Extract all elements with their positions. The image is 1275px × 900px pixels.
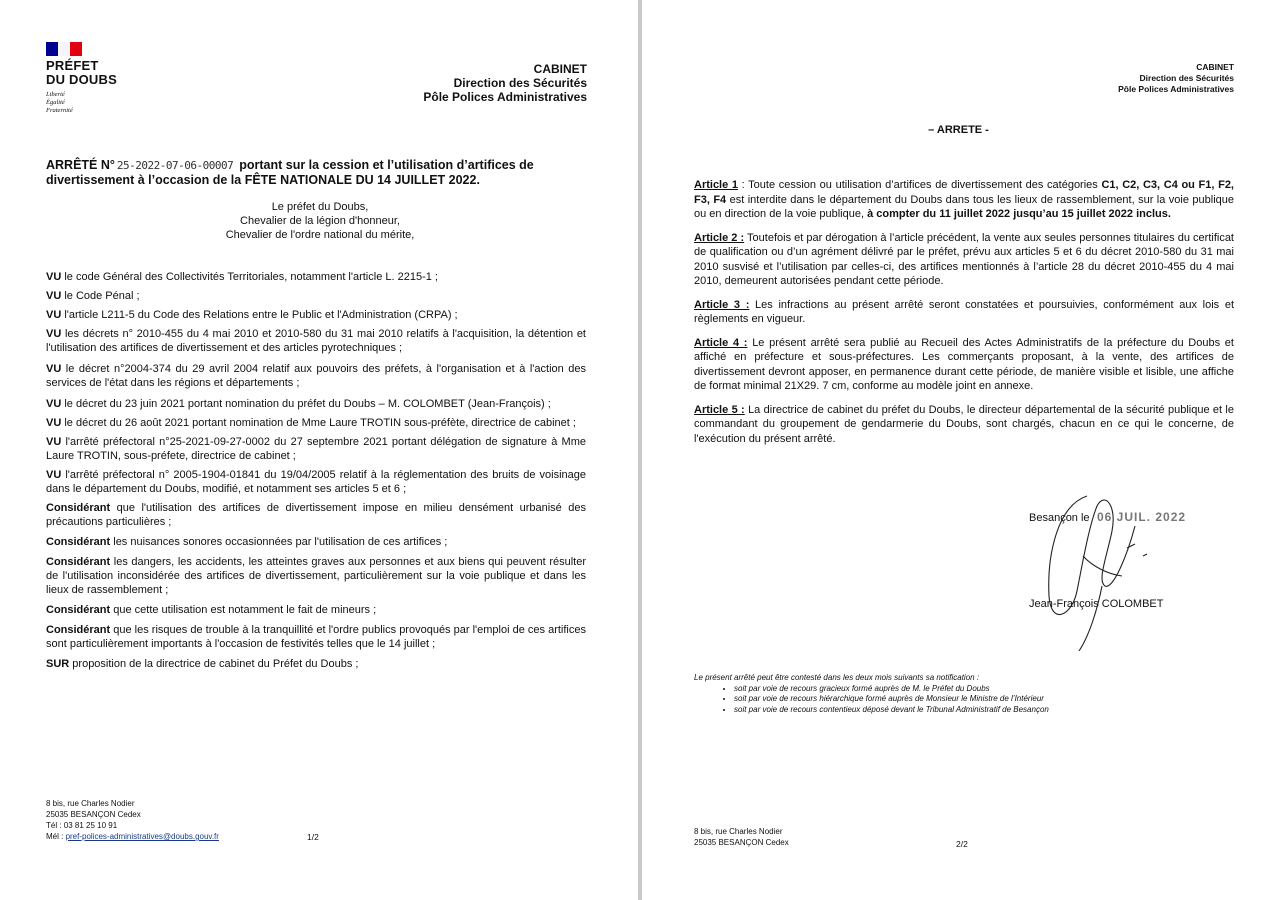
item-text: le décret n°2004-374 du 29 avril 2004 relatif aux pouvoirs des préfets, à l'organisation et à l'action des services de l'état dans les régions et départements ; <box>46 363 586 389</box>
list-item: • soit par voie de recours hiérarchique formé auprès de Monsieur le Ministre de l’Intérieur <box>734 694 1254 705</box>
item-keyword: VU <box>46 469 62 481</box>
recourse-notice <box>694 673 1254 715</box>
signatory-name: Jean-François COLOMBET <box>1029 598 1164 610</box>
item-text: les décrets n° 2010-455 du 4 mai 2010 et 2010-580 du 31 mai 2010 relatifs à l'acquisition, la détention et l'utilisation des artifices de divertissement et des articles pyrotechniques ; <box>46 328 586 354</box>
article-text: La directrice de cabinet du préfet du Doubs, le directeur départemental de la sécurité publique et le commandant du groupement de gendarmerie du Doubs, sont chargés, chacun en ce qui le concerne, de l'exécution du présent arrêté. <box>694 403 1234 445</box>
arrete-heading: – ARRETE - <box>928 124 989 136</box>
prefet-titles <box>200 200 440 242</box>
item-text: le Code Pénal ; <box>61 290 140 302</box>
footer-address-1: 8 bis, rue Charles Nodier <box>694 827 783 836</box>
prefet-logo <box>46 42 166 115</box>
list-item <box>46 657 586 671</box>
item-keyword: VU <box>46 417 62 429</box>
prefet-line-1: Le préfet du Doubs, <box>271 201 369 213</box>
item-text: l'arrêté préfectoral n° 2005-1904-01841 du 19/04/2005 relatif à la réglementation des bruits de voisinage dans le département du Doubs, modifié, et notamment ses articles 5 et 6 ; <box>46 469 586 495</box>
prefet-line-2: Chevalier de la légion d'honneur, <box>240 215 400 227</box>
prefet-line-3: Chevalier de l'ordre national du mérite, <box>225 229 415 241</box>
recourse-list <box>694 684 1254 716</box>
service-header <box>1118 62 1234 95</box>
page-number: 2/2 <box>956 839 968 849</box>
header-line-1: CABINET <box>1196 62 1234 72</box>
article-text: est interdite dans le département du Doubs dans tous les lieux de rassemblement, sur la voie publique ou en direction de la voie publique, <box>694 193 1234 220</box>
article-text: Toutefois et par dérogation à l’article précédent, la vente aux seules personnes titulaires du certificat de qualification ou d’un agrément délivré par le préfet, prévu aux articles 5 et 6 du décret 2010-580 du 31 mai 2010 susvisé et l’utilisation par celles-ci, des artifices mentionnés à l’article 28 du décret 2010-455 du 4 mai 2010, demeurent autorisées pendant cette période. <box>694 231 1234 287</box>
signature-block <box>1017 486 1237 651</box>
recourse-intro: Le présent arrêté peut être contesté dans les deux mois suivants sa notification : <box>694 673 980 682</box>
list-item <box>46 308 586 322</box>
arrete-title <box>46 158 586 188</box>
article-label: Article 1 <box>694 179 739 191</box>
article-label: Article 3 : <box>694 298 750 311</box>
page-footer <box>694 826 789 848</box>
item-text: le décret du 23 juin 2021 portant nomination du préfet du Doubs – M. COLOMBET (Jean-François) ; <box>61 398 551 410</box>
item-keyword: VU <box>46 290 62 302</box>
item-text: que cette utilisation est notamment le fait de mineurs ; <box>110 604 377 616</box>
article-text: Les infractions au présent arrêté seront constatées et poursuivies, conformément aux lois et règlements en vigueur. <box>694 298 1235 325</box>
item-keyword: Considérant <box>46 536 111 548</box>
article-2 <box>694 231 1234 289</box>
item-text: l'article L211-5 du Code des Relations entre le Public et l'Administration (CRPA) ; <box>61 309 458 321</box>
item-text: le décret du 26 août 2021 portant nomination de Mme Laure TROTIN sous-préfète, directrice de cabinet ; <box>61 417 576 429</box>
article-text: : Toute cession ou utilisation d’artifices de divertissement des catégories <box>738 179 1102 191</box>
list-item <box>46 416 586 430</box>
item-keyword: VU <box>46 271 62 283</box>
item-keyword: VU <box>46 436 62 448</box>
header-line-2: Direction des Sécurités <box>453 76 587 90</box>
article-3 <box>694 298 1234 327</box>
handwritten-signature-icon <box>1017 486 1237 651</box>
list-item <box>46 362 586 390</box>
article-bold-text: C1, C2, C3, C4 ou F1, F2, F3, F4 <box>694 179 1234 206</box>
motto-line-3: Fraternité <box>46 107 73 114</box>
item-text: que les risques de trouble à la tranquillité et l'ordre publics provoqués par l'emploi de ces artifices sont particulièrement importants à l'occasion de festivités telles que le 14 juillet ; <box>46 624 586 650</box>
motto-line-1: Liberté <box>46 91 65 98</box>
date-stamp: 06 JUIL. 2022 <box>1097 510 1187 524</box>
list-item <box>46 535 586 549</box>
logo-line-2: DU DOUBS <box>46 72 117 87</box>
french-flag-icon <box>46 42 82 56</box>
item-keyword: SUR <box>46 658 70 670</box>
article-4 <box>694 336 1234 394</box>
item-keyword: VU <box>46 363 62 375</box>
footer-address-1: 8 bis, rue Charles Nodier <box>46 799 135 808</box>
item-keyword: Considérant <box>46 502 111 514</box>
footer-tel: Tél : 03 81 25 10 91 <box>46 821 118 830</box>
list-item: • soit par voie de recours contentieux déposé devant le Tribunal Administratif de Besançon <box>734 705 1254 716</box>
list-item <box>46 623 586 651</box>
item-keyword: VU <box>46 309 62 321</box>
list-item: • soit par voie de recours gracieux formé auprès de M. le Préfet du Doubs <box>734 684 1254 695</box>
article-label: Article 4 : <box>694 336 748 349</box>
article-label: Article 2 : <box>694 231 745 244</box>
article-label: Article 5 : <box>694 403 745 416</box>
document-page-2 <box>642 0 1275 900</box>
logo-line-1: PRÉFET <box>46 58 99 73</box>
mel-label: Mél : <box>46 832 66 841</box>
footer-mel <box>46 831 219 842</box>
item-text: que l'utilisation des artifices de divertissement impose en milieu densément urbanisé des précautions particulières ; <box>46 502 586 528</box>
header-line-1: CABINET <box>533 62 587 76</box>
list-item <box>46 270 586 284</box>
list-item <box>46 289 586 303</box>
page-footer <box>46 798 219 842</box>
list-item <box>46 468 586 496</box>
footer-address-2: 25035 BESANÇON Cedex <box>694 838 789 847</box>
item-keyword: Considérant <box>46 556 111 568</box>
item-text: l'arrêté préfectoral n°25-2021-09-27-0002 du 27 septembre 2021 portant délégation de signature à Mme Laure TROTIN, sous-préfete, directrice de cabinet ; <box>46 436 586 462</box>
item-text: proposition de la directrice de cabinet du Préfet du Doubs ; <box>69 658 359 670</box>
email-domain[interactable]: @doubs.gouv.fr <box>162 832 219 841</box>
item-keyword: Considérant <box>46 604 111 616</box>
article-5 <box>694 403 1234 447</box>
page-number: 1/2 <box>307 832 319 842</box>
signature-place: Besançon le <box>1029 512 1090 524</box>
list-item <box>46 555 586 597</box>
header-line-3: Pôle Polices Administratives <box>1118 84 1234 94</box>
article-1 <box>694 178 1234 222</box>
item-text: le code Général des Collectivités Territoriales, notamment l'article L. 2215-1 ; <box>61 271 438 283</box>
list-item <box>46 603 586 617</box>
footer-address-2: 25035 BESANÇON Cedex <box>46 810 141 819</box>
service-header <box>423 62 587 104</box>
list-item <box>46 501 586 529</box>
articles <box>694 178 1234 455</box>
title-prefix: ARRÊTÉ N° <box>46 158 115 172</box>
motto <box>46 91 166 115</box>
item-text: les dangers, les accidents, les atteintes graves aux personnes et aux biens qui peuvent résulter de l'utilisation inconsidérée des artifices de divertissement, particulièrement sur la voie publique et dans les lieux de rassemblement ; <box>46 556 586 596</box>
article-bold-text: à compter du 11 juillet 2022 jusqu’au 15 juillet 2022 inclus. <box>867 208 1171 220</box>
list-item <box>46 327 586 355</box>
item-keyword: VU <box>46 328 62 340</box>
title-text: portant sur la cession et l’utilisation d’artifices de divertissement à l’occasion de la FÊTE NATIONALE DU 14 JUILLET 2022. <box>46 158 534 187</box>
list-item <box>46 397 586 411</box>
article-text: Le présent arrêté sera publié au Recueil des Actes Administratifs de la préfecture du Doubs et affiché en préfecture et sous-préfectures. Les commerçants proposant, à la vente, des artifices de divertissement devront apposer, en permanence durant cette période, de manière visible et lisible, une affiche de format minimal 21X29. 7 cm, conforme au modèle joint en annexe. <box>694 336 1234 392</box>
email-link[interactable] <box>66 832 219 841</box>
legal-basis-list <box>46 270 586 677</box>
item-keyword: Considérant <box>46 624 111 636</box>
handwritten-arrete-number: 25-2022-07-06-00007 <box>116 159 234 172</box>
header-line-3: Pôle Polices Administratives <box>423 90 587 104</box>
list-item <box>46 435 586 463</box>
item-keyword: VU <box>46 398 62 410</box>
header-line-2: Direction des Sécurités <box>1139 73 1234 83</box>
email-user[interactable]: pref-polices-administratives <box>65 832 163 841</box>
motto-line-2: Égalité <box>46 99 65 106</box>
item-text: les nuisances sonores occasionnées par l'utilisation de ces artifices ; <box>110 536 448 548</box>
